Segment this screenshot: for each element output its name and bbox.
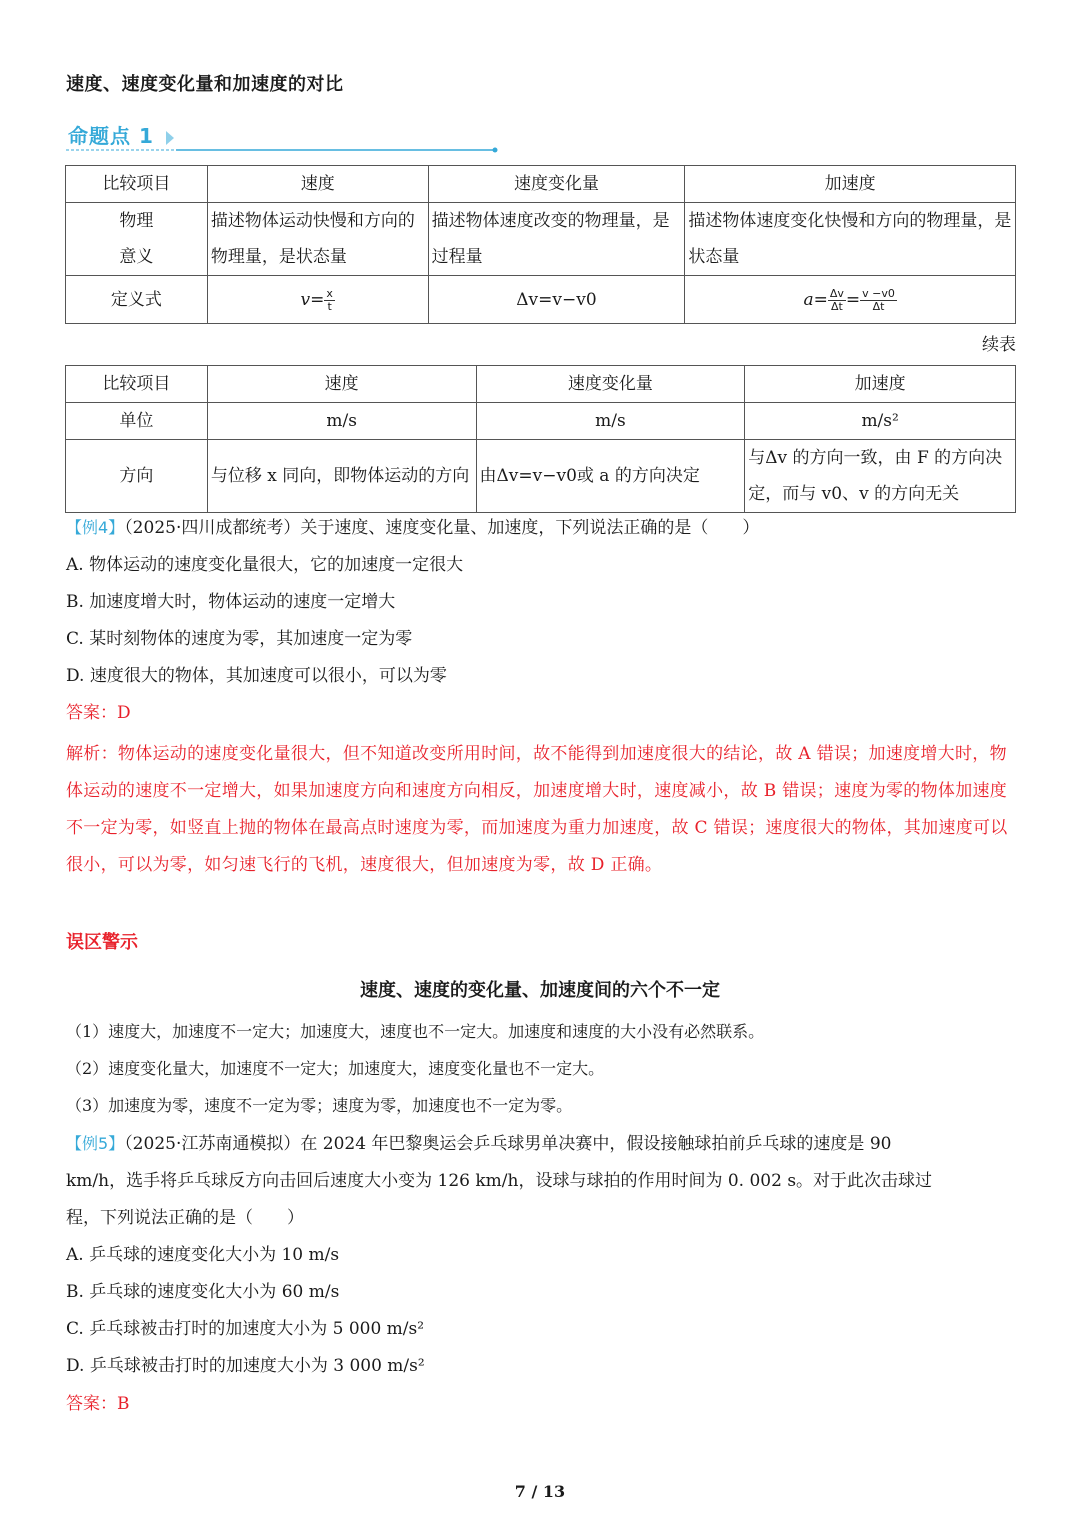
answer: 答案：D: [66, 703, 131, 723]
formula-cell: Δv=v−v0: [428, 276, 685, 324]
explanation: 解析：物体运动的速度变化量很大，但不知道改变所用时间，故不能得到加速度很大的结论，故 A 错误；加速度增大时，物体运动的速度不一定增大，如果加速度方向和速度方向相反，加速度增大时，速度减小，故 B 错误；速度为零的物体加速度不一定为零，如竖直上抛的物体在最高点时速度为零，而加速度为重力加速度，故 C 错误；速度很大的物体，其加速度可以很小，可以为零，如匀速飞行的飞机，速度很大，但加速度为零，故 D 正确。: [66, 744, 1008, 875]
example-source: （2025·江苏南通模拟）: [124, 1134, 301, 1154]
fraction-denominator: Δt: [830, 299, 843, 313]
fraction: [324, 288, 335, 313]
table-cell: m/s: [476, 403, 745, 440]
header-cell: 加速度: [685, 166, 1016, 203]
row-label: 单位: [66, 403, 208, 440]
example-tag: 【例4】: [66, 518, 125, 537]
option-b: B. 加速度增大时，物体运动的速度一定增大: [66, 592, 396, 612]
table-row: [66, 203, 1016, 276]
option-c: C. 乒乓球被击打时的加速度大小为 5 000 m/s²: [66, 1319, 425, 1339]
table-row: [66, 403, 1016, 440]
formula-cell: [685, 276, 1016, 324]
header-cell: 加速度: [745, 366, 1016, 403]
option-a: A. 乒乓球的速度变化大小为 10 m/s: [66, 1245, 340, 1265]
option-a: A. 物体运动的速度变化量很大，它的加速度一定很大: [66, 555, 464, 575]
table-row: [66, 166, 1016, 203]
question-text: km/h，选手将乒乓球反方向击回后速度大小变为 126 km/h，设球与球拍的作用时间为 0. 002 s。对于此次击球过: [66, 1171, 933, 1191]
six-points-title: 速度、速度的变化量、加速度间的六个不一定: [360, 980, 720, 1001]
list-item: （2）速度变化量大，加速度不一定大；加速度大，速度变化量也不一定大。: [66, 1059, 605, 1078]
fraction: [828, 288, 846, 313]
table-cell: 由Δv=v−v0或 a 的方向决定: [476, 440, 745, 513]
table-row: [66, 276, 1016, 324]
table-row: [66, 440, 1016, 513]
fraction-denominator: Δt: [872, 299, 885, 313]
table-cell: 描述物体速度改变的物理量，是过程量: [428, 203, 685, 276]
row-label: 方向: [66, 440, 208, 513]
answer: 答案：B: [66, 1394, 130, 1414]
table-cell: 描述物体速度变化快慢和方向的物理量，是状态量: [685, 203, 1016, 276]
option-b: B. 乒乓球的速度变化大小为 60 m/s: [66, 1282, 340, 1302]
header-cell: 比较项目: [66, 166, 208, 203]
comparison-table: [65, 165, 1016, 324]
fraction-numerator: Δv: [829, 286, 844, 300]
fraction-numerator: v −v0: [862, 286, 895, 300]
question-text: 程，下列说法正确的是（ ）: [66, 1208, 304, 1228]
example-tag: 【例5】: [66, 1134, 125, 1153]
table-row: [66, 366, 1016, 403]
fraction-denominator: t: [327, 299, 332, 313]
table-cell: 与Δv 的方向一致，由 F 的方向决定，而与 v0、v 的方向无关: [745, 440, 1016, 513]
warning-title: 误区警示: [66, 932, 138, 953]
row-label-line: 意义: [119, 247, 154, 267]
example-source: （2025·四川成都统考）: [124, 518, 301, 538]
list-item: （1）速度大，加速度不一定大；加速度大，速度也不一定大。加速度和速度的大小没有必然联系。: [66, 1022, 765, 1041]
table-cell: m/s: [207, 403, 476, 440]
header-cell: 比较项目: [66, 366, 208, 403]
question-text: 关于速度、速度变化量、加速度，下列说法正确的是（ ）: [300, 518, 760, 538]
formula-cell: [207, 276, 428, 324]
continued-label: 续表: [982, 335, 1016, 355]
example5-question: [66, 1132, 891, 1156]
list-item: （3）加速度为零，速度不一定为零；速度为零，加速度也不一定为零。: [66, 1096, 573, 1115]
page-number: 7 / 13: [514, 1482, 566, 1501]
comparison-table-continued: [65, 365, 1016, 513]
option-d: D. 乒乓球被击打时的加速度大小为 3 000 m/s²: [66, 1356, 425, 1376]
header-cell: 速度: [207, 166, 428, 203]
row-label: 定义式: [66, 276, 208, 324]
table-cell: m/s²: [745, 403, 1016, 440]
question-text: 在 2024 年巴黎奥运会乒乓球男单决赛中，假设接触球拍前乒乓球的速度是 90: [300, 1134, 892, 1154]
header-cell: 速度变化量: [428, 166, 685, 203]
formula-text: a=: [803, 289, 828, 310]
section-title: 速度、速度变化量和加速度的对比: [66, 74, 344, 95]
option-c: C. 某时刻物体的速度为零，其加速度一定为零: [66, 629, 413, 649]
row-label: [66, 203, 208, 276]
formula-text: v=: [300, 289, 325, 310]
fraction-numerator: x: [326, 286, 333, 300]
topic-badge-label: 命题点 1: [68, 124, 154, 148]
table-cell: 描述物体运动快慢和方向的物理量，是状态量: [207, 203, 428, 276]
header-cell: 速度变化量: [476, 366, 745, 403]
table-cell: 与位移 x 同向，即物体运动的方向: [207, 440, 476, 513]
option-d: D. 速度很大的物体，其加速度可以很小，可以为零: [66, 666, 447, 686]
example4-question: [66, 516, 759, 540]
header-cell: 速度: [207, 366, 476, 403]
formula-text: =: [845, 289, 861, 310]
fraction: [860, 288, 897, 313]
row-label-line: 物理: [119, 211, 154, 231]
